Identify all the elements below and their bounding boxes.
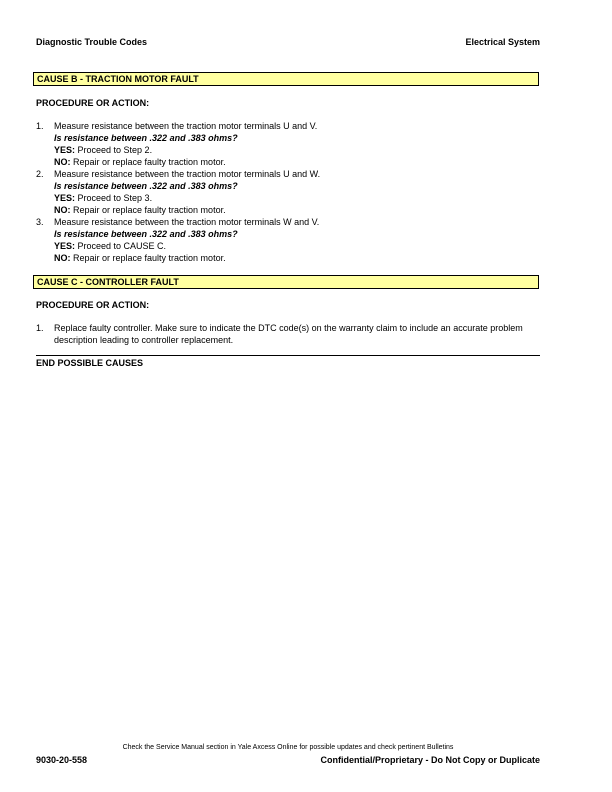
step-yes-line xyxy=(54,240,546,252)
step-number: 1. xyxy=(36,121,44,131)
step-instruction: Measure resistance between the traction motor terminals U and W. xyxy=(54,169,321,179)
no-text: Repair or replace faulty traction motor. xyxy=(70,157,226,167)
yes-label: YES: xyxy=(54,241,76,251)
cause-b-step-1 xyxy=(36,120,546,168)
step-yes-line xyxy=(54,144,546,156)
yes-label: YES: xyxy=(54,193,76,203)
step-number: 2. xyxy=(36,169,44,179)
step-question: Is resistance between .322 and .383 ohms? xyxy=(54,181,238,191)
step-no-line xyxy=(54,156,546,168)
step-question: Is resistance between .322 and .383 ohms? xyxy=(54,133,238,143)
footer-note: Check the Service Manual section in Yale Axcess Online for possible updates and check pertinent Bulletins xyxy=(122,744,454,751)
yes-text: Proceed to CAUSE C. xyxy=(75,241,167,251)
no-text: Repair or replace faulty traction motor. xyxy=(70,205,226,215)
no-label: NO: xyxy=(54,157,71,167)
no-text: Repair or replace faulty traction motor. xyxy=(70,253,226,263)
header-section-title: Diagnostic Trouble Codes xyxy=(36,37,148,47)
step-number: 3. xyxy=(36,217,44,227)
step-instruction: Replace faulty controller. Make sure to indicate the DTC code(s) on the warranty claim to include an accurate problem description leading to controller replacement. xyxy=(54,323,523,345)
step-no-line xyxy=(54,252,546,264)
step-number: 1. xyxy=(36,323,44,333)
end-possible-causes: END POSSIBLE CAUSES xyxy=(36,358,144,368)
no-label: NO: xyxy=(54,205,71,215)
cause-b-heading: CAUSE B - TRACTION MOTOR FAULT xyxy=(33,72,539,86)
section-divider xyxy=(36,355,540,356)
yes-text: Proceed to Step 2. xyxy=(75,145,153,155)
cause-b-steps xyxy=(36,120,546,264)
header-chapter-title: Electrical System xyxy=(465,37,540,47)
step-question: Is resistance between .322 and .383 ohms? xyxy=(54,229,238,239)
cause-c-procedure-label: PROCEDURE OR ACTION: xyxy=(36,300,150,310)
cause-c-step-1 xyxy=(36,322,540,346)
cause-c-steps xyxy=(36,322,540,346)
cause-b-step-3 xyxy=(36,216,546,264)
step-instruction: Measure resistance between the traction motor terminals W and V. xyxy=(54,217,320,227)
step-no-line xyxy=(54,204,546,216)
cause-c-heading: CAUSE C - CONTROLLER FAULT xyxy=(33,275,539,289)
no-label: NO: xyxy=(54,253,71,263)
step-instruction: Measure resistance between the traction motor terminals U and V. xyxy=(54,121,318,131)
footer-doc-number: 9030-20-558 xyxy=(36,755,88,765)
footer-confidential: Confidential/Proprietary - Do Not Copy or Duplicate xyxy=(320,755,540,765)
cause-b-step-2 xyxy=(36,168,546,216)
yes-text: Proceed to Step 3. xyxy=(75,193,153,203)
yes-label: YES: xyxy=(54,145,76,155)
step-yes-line xyxy=(54,192,546,204)
cause-b-procedure-label: PROCEDURE OR ACTION: xyxy=(36,98,150,108)
